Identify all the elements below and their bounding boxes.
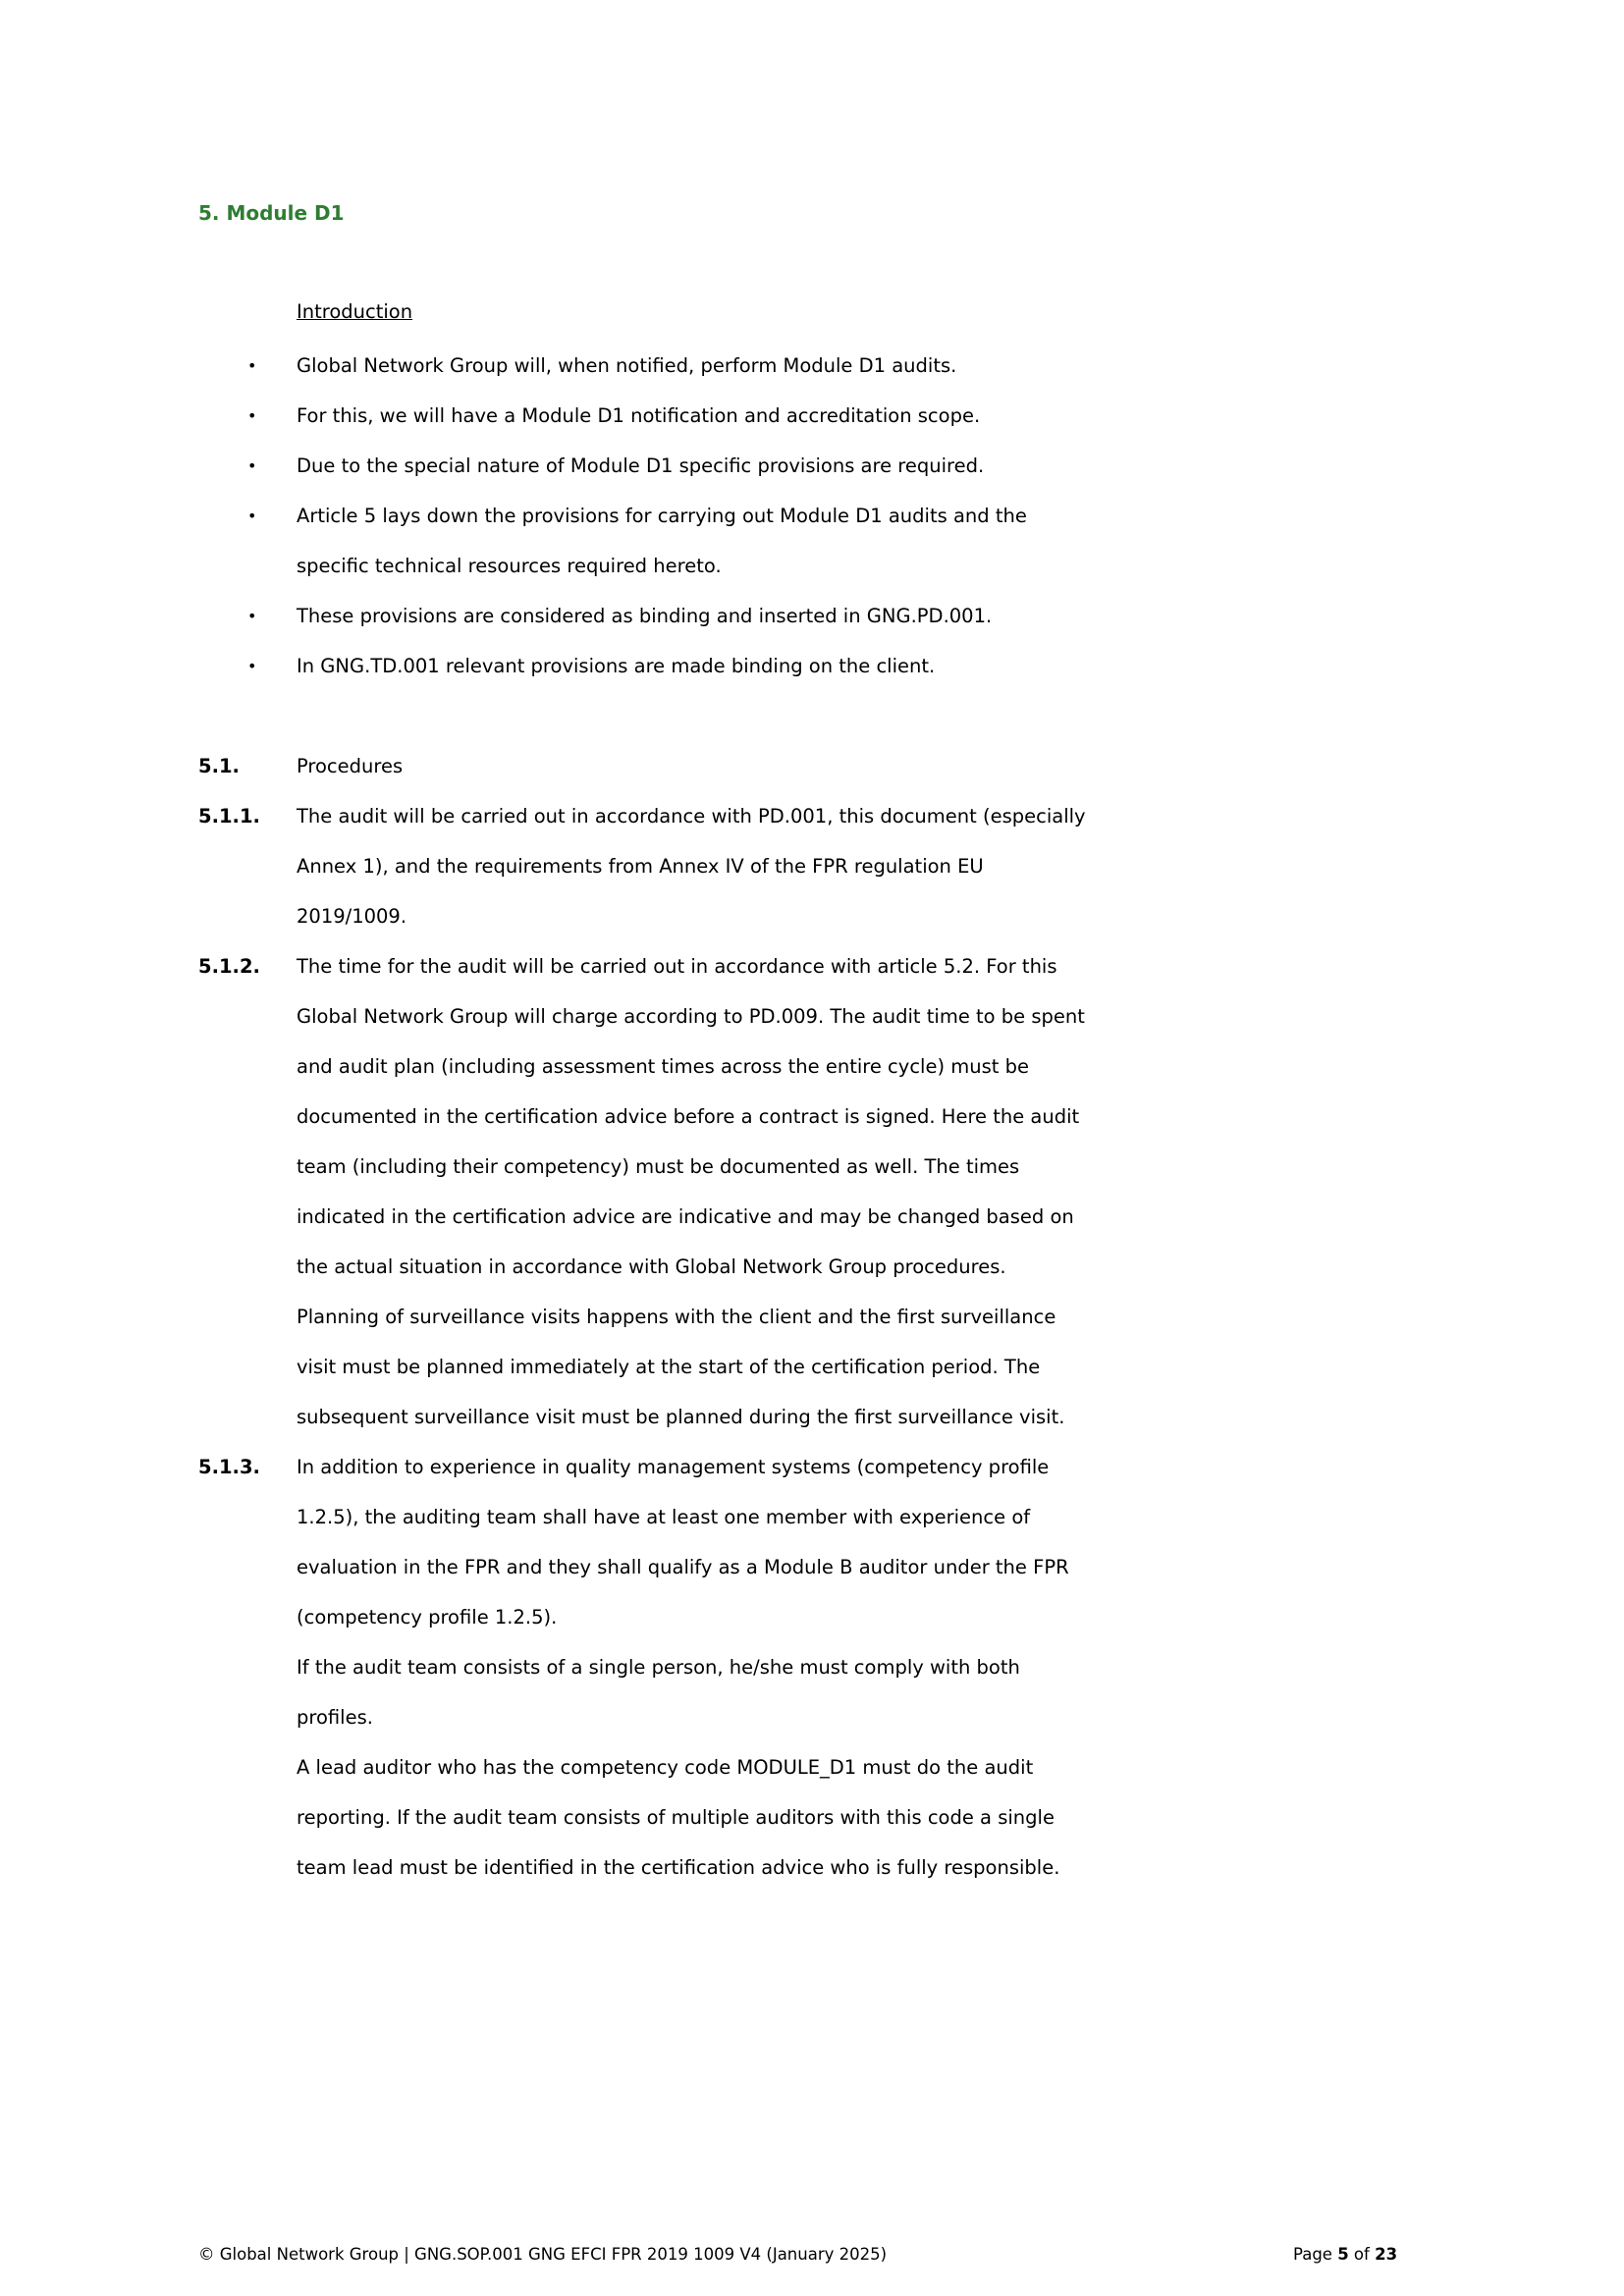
bullet-icon: •: [247, 406, 257, 425]
of-label: of: [1348, 2245, 1376, 2264]
section-text: Procedures: [297, 755, 404, 777]
section-text: evaluation in the FPR and they shall qualify as a Module B auditor under the FPR: [297, 1556, 1069, 1578]
section-text: documented in the certification advice before a contract is signed. Here the audit: [297, 1105, 1080, 1128]
intro-title: Introduction: [297, 300, 413, 323]
bullet-text: Due to the special nature of Module D1 specific provisions are required.: [297, 454, 985, 477]
section-text: visit must be planned immediately at the start of the certification period. The: [297, 1356, 1041, 1378]
section-text: If the audit team consists of a single person, he/she must comply with both: [297, 1656, 1020, 1679]
section-text: team lead must be identified in the certification advice who is fully responsible.: [297, 1856, 1060, 1879]
bullet-text: specific technical resources required hereto.: [297, 555, 722, 577]
bullet-item: [247, 491, 1027, 591]
bullet-text: For this, we will have a Module D1 notification and accreditation scope.: [297, 404, 981, 427]
section-item: [198, 941, 1086, 1442]
bullet-item: [247, 591, 1027, 641]
bullet-item: [247, 441, 1027, 491]
bullet-icon: •: [247, 607, 257, 625]
section-text: profiles.: [297, 1706, 373, 1729]
section-number: 5.1.: [198, 755, 240, 777]
current-page: 5: [1337, 2245, 1349, 2264]
section-text: The time for the audit will be carried out in accordance with article 5.2. For this: [297, 955, 1057, 978]
bullet-icon: •: [247, 456, 257, 475]
section-text: and audit plan (including assessment times across the entire cycle) must be: [297, 1055, 1029, 1078]
section-text: Planning of surveillance visits happens with the client and the first surveillance: [297, 1306, 1056, 1328]
bullet-item: [247, 641, 1027, 691]
bullet-icon: •: [247, 356, 257, 375]
bullet-text: Article 5 lays down the provisions for carrying out Module D1 audits and the: [297, 505, 1027, 527]
procedures-sections: [198, 741, 1086, 1893]
section-item: [198, 791, 1086, 941]
section-number: 5.1.1.: [198, 805, 260, 828]
total-pages: 23: [1375, 2245, 1398, 2264]
bullet-text: In GNG.TD.001 relevant provisions are made binding on the client.: [297, 655, 936, 677]
page-number: [1293, 2245, 1397, 2264]
bullet-item: [247, 391, 1027, 441]
section-text: In addition to experience in quality management systems (competency profile: [297, 1456, 1050, 1478]
footer-text: © Global Network Group | GNG.SOP.001 GNG EFCI FPR 2019 1009 V4 (January 2025): [198, 2245, 888, 2264]
bullet-icon: •: [247, 657, 257, 675]
bullet-item: [247, 341, 1027, 391]
section-heading: 5. Module D1: [198, 201, 345, 225]
section-text: team (including their competency) must be documented as well. The times: [297, 1155, 1020, 1178]
bullet-list: [247, 341, 1027, 691]
bullet-text: Global Network Group will, when notified, perform Module D1 audits.: [297, 354, 957, 377]
section-text: Global Network Group will charge according to PD.009. The audit time to be spent: [297, 1005, 1085, 1028]
section-text: subsequent surveillance visit must be planned during the first surveillance visit.: [297, 1406, 1065, 1428]
page-label: Page: [1293, 2245, 1338, 2264]
section-number: 5.1.3.: [198, 1456, 260, 1478]
section-text: Annex 1), and the requirements from Annex IV of the FPR regulation EU: [297, 855, 984, 878]
section-text: (competency profile 1.2.5).: [297, 1606, 558, 1629]
section-text: A lead auditor who has the competency code MODULE_D1 must do the audit: [297, 1756, 1034, 1779]
section-text: 2019/1009.: [297, 905, 407, 928]
section-text: the actual situation in accordance with Global Network Group procedures.: [297, 1255, 1006, 1278]
section-number: 5.1.2.: [198, 955, 260, 978]
section-item: [198, 741, 1086, 791]
section-text: The audit will be carried out in accordance with PD.001, this document (especially: [297, 805, 1086, 828]
bullet-text: These provisions are considered as binding and inserted in GNG.PD.001.: [297, 605, 993, 627]
bullet-icon: •: [247, 507, 257, 525]
section-text: indicated in the certification advice are indicative and may be changed based on: [297, 1205, 1074, 1228]
section-item: [198, 1442, 1086, 1893]
section-text: 1.2.5), the auditing team shall have at least one member with experience of: [297, 1506, 1031, 1528]
section-text: reporting. If the audit team consists of multiple auditors with this code a single: [297, 1806, 1055, 1829]
